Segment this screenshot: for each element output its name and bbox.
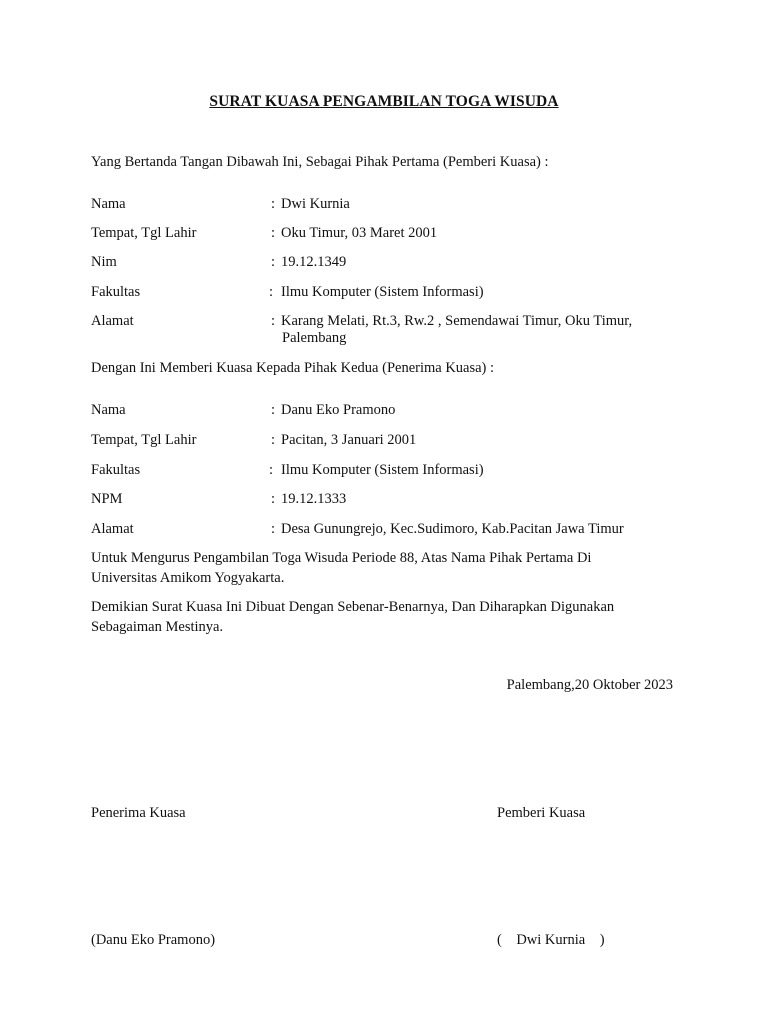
field-colon: : (271, 196, 276, 212)
field-label: Tempat, Tgl Lahir (91, 225, 197, 241)
field-colon: : (269, 284, 274, 300)
paragraph-line: Demikian Surat Kuasa Ini Dibuat Dengan Sebenar-Benarnya, Dan Diharapkan Digunakan (91, 599, 615, 615)
receiver-name: (Danu Eko Pramono) (91, 932, 216, 948)
field-value: Danu Eko Pramono (281, 402, 396, 418)
place-date: Palembang,20 Oktober 2023 (506, 677, 673, 693)
field-label: Alamat (91, 521, 134, 537)
field-value: Ilmu Komputer (Sistem Informasi) (281, 284, 484, 300)
field-value: Oku Timur, 03 Maret 2001 (281, 225, 438, 241)
field-colon: : (271, 225, 276, 241)
field-colon: : (271, 254, 276, 270)
giver-name: ( Dwi Kurnia ) (497, 932, 605, 948)
paragraph-line: Sebagaiman Mestinya. (91, 619, 224, 635)
receiver-label: Penerima Kuasa (91, 805, 186, 821)
first-party-intro: Yang Bertanda Tangan Dibawah Ini, Sebagai Pihak Pertama (Pemberi Kuasa) : (91, 154, 549, 170)
field-value: Karang Melati, Rt.3, Rw.2 , Semendawai Timur, Oku Timur, (281, 313, 633, 329)
field-value-continued: Palembang (282, 330, 347, 346)
second-party-intro: Dengan Ini Memberi Kuasa Kepada Pihak Kedua (Penerima Kuasa) : (91, 360, 495, 376)
field-label: Fakultas (91, 462, 141, 478)
giver-label: Pemberi Kuasa (497, 805, 586, 821)
field-colon: : (269, 462, 274, 478)
field-label: Fakultas (91, 284, 141, 300)
field-value: Ilmu Komputer (Sistem Informasi) (281, 462, 484, 478)
purpose-paragraph (91, 548, 651, 588)
document-title: SURAT KUASA PENGAMBILAN TOGA WISUDA (209, 93, 559, 110)
field-value: Pacitan, 3 Januari 2001 (281, 432, 417, 448)
field-label: Nama (91, 402, 126, 418)
field-colon: : (271, 491, 276, 507)
field-label: Alamat (91, 313, 134, 329)
paragraph-line: Untuk Mengurus Pengambilan Toga Wisuda Periode 88, Atas Nama Pihak Pertama Di (91, 550, 592, 566)
field-colon: : (271, 313, 276, 329)
field-colon: : (271, 402, 276, 418)
field-value: 19.12.1333 (281, 491, 347, 507)
paragraph-line: Universitas Amikom Yogyakarta. (91, 570, 285, 586)
field-label: NPM (91, 491, 123, 507)
field-value: Dwi Kurnia (281, 196, 350, 212)
field-value: Desa Gunungrejo, Kec.Sudimoro, Kab.Pacitan Jawa Timur (281, 521, 624, 537)
field-colon: : (271, 521, 276, 537)
field-value: 19.12.1349 (281, 254, 347, 270)
field-colon: : (271, 432, 276, 448)
closing-paragraph (91, 597, 651, 637)
field-label: Nim (91, 254, 117, 270)
field-label: Tempat, Tgl Lahir (91, 432, 197, 448)
field-label: Nama (91, 196, 126, 212)
